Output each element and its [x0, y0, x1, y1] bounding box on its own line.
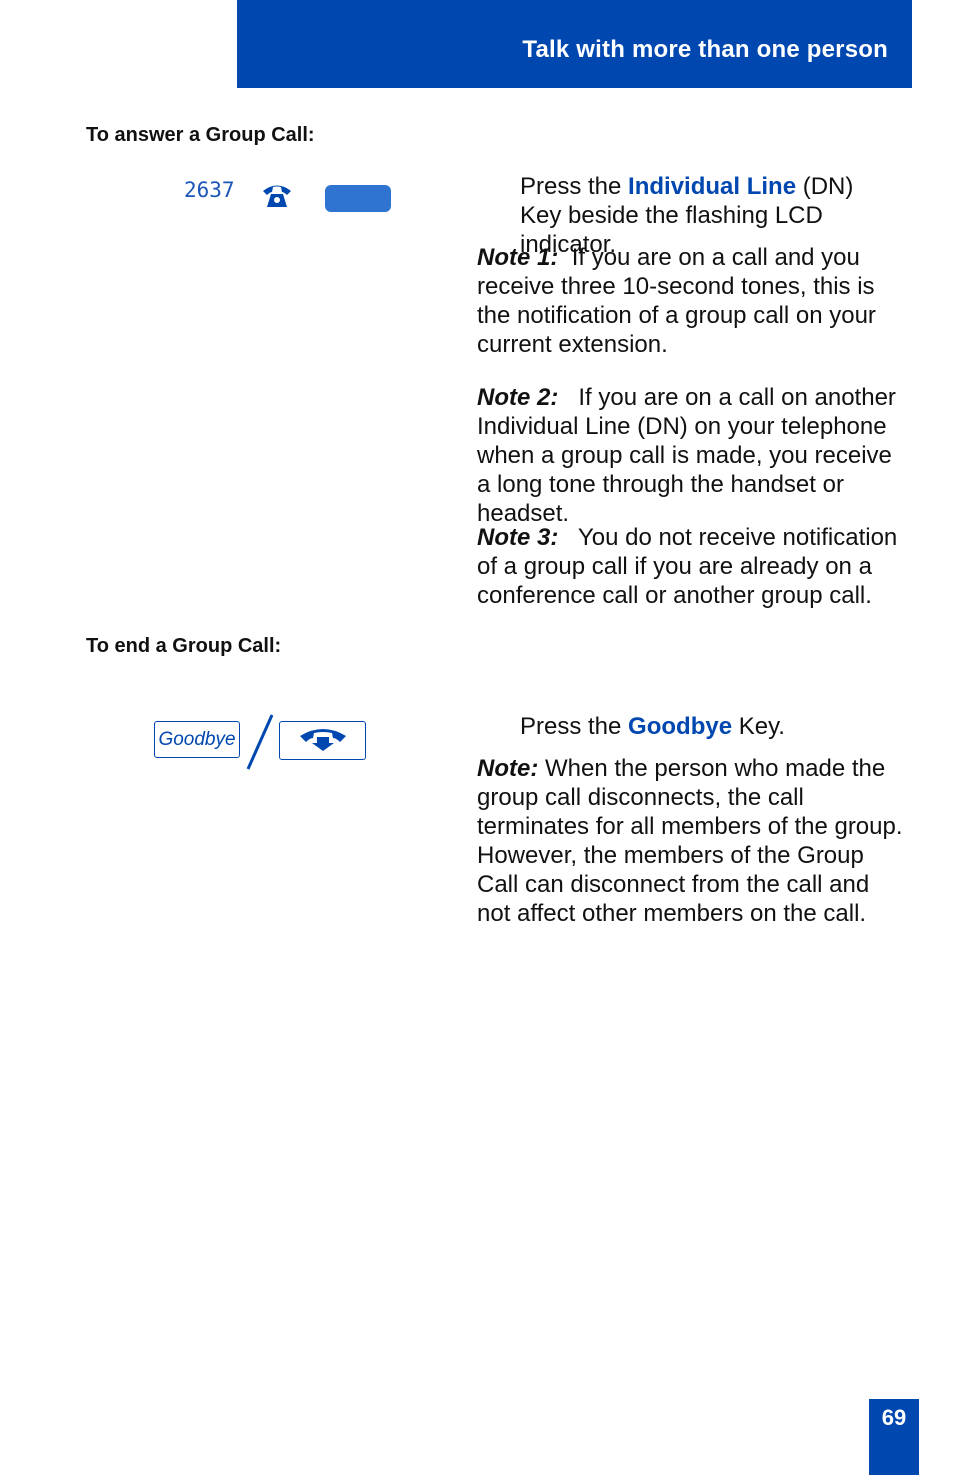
dn-number: 2637: [184, 178, 235, 202]
end-heading: To end a Group Call:: [86, 635, 282, 657]
page-number: 69: [881, 1405, 907, 1430]
goodbye-instruction: Press the Goodbye Key.: [520, 713, 785, 740]
release-key[interactable]: [279, 721, 366, 760]
header-band: [237, 0, 912, 88]
note-2: Note 2: If you are on a call on another Individual Line (DN) on your telephone when a group call is made, you receive a long tone through the handset or headset.: [477, 384, 896, 527]
header-title: Talk with more than one person: [522, 36, 888, 63]
phone-handset-icon: [260, 181, 294, 216]
note-1: Note 1: If you are on a call and you receive three 10-second tones, this is the notification of a group call on your current extension.: [477, 244, 876, 358]
note-3: Note 3: You do not receive notification of a group call if you are already on a conference call or another group call.: [477, 524, 898, 609]
answer-instruction: Press the Individual Line (DN) Key beside the flashing LCD indicator.: [520, 173, 854, 258]
goodbye-key[interactable]: Goodbye: [154, 721, 240, 758]
answer-heading: To answer a Group Call:: [86, 124, 315, 146]
end-note: Note: When the person who made the group call disconnects, the call terminates for all members of the group. However, the members of the Group Call can disconnect from the call and not affect other members on the call.: [477, 755, 903, 927]
release-handset-icon: [298, 724, 348, 757]
goodbye-key-label: Goodbye: [628, 713, 733, 740]
slash-divider: [244, 712, 276, 777]
individual-line-key[interactable]: [325, 185, 391, 212]
individual-line-key-label: Individual Line: [628, 173, 797, 200]
page-number-box: [869, 1399, 919, 1475]
